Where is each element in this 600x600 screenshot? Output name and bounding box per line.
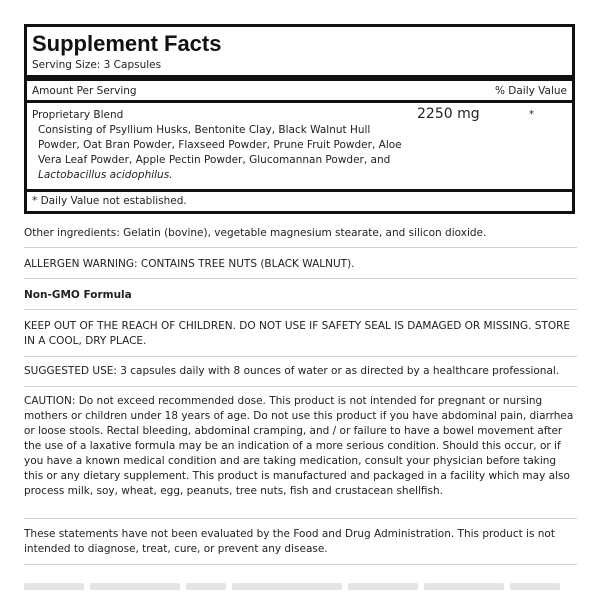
divider: [24, 386, 577, 387]
divider: [24, 564, 577, 565]
amount-header-row: [27, 81, 572, 103]
daily-value-header: % Daily Value: [494, 85, 567, 97]
blend-description: [32, 123, 408, 183]
cut-off-text-line: [24, 576, 577, 590]
amount-per-serving-label: Amount Per Serving: [32, 85, 137, 97]
blend-probiotic: Lactobacillus acidophilus.: [38, 169, 173, 181]
blend-amount: 2250 mg: [417, 106, 480, 122]
divider: [24, 247, 577, 248]
blend-and: and: [370, 154, 391, 166]
facts-title: Supplement Facts: [32, 31, 222, 56]
blend-daily-value: *: [529, 109, 534, 120]
supplement-facts-panel: [24, 24, 575, 214]
divider: [24, 278, 577, 279]
divider: [24, 518, 577, 519]
divider: [24, 309, 577, 310]
proprietary-blend-row: [27, 103, 572, 192]
divider: [24, 356, 577, 357]
serving-size: Serving Size: 3 Capsules: [27, 57, 572, 81]
storage-warning: KEEP OUT OF THE REACH OF CHILDREN. DO NOT USE IF SAFETY SEAL IS DAMAGED OR MISSING. STORE IN A COOL, DRY PLACE.: [24, 320, 571, 347]
allergen-warning: ALLERGEN WARNING: CONTAINS TREE NUTS (BLACK WALNUT).: [24, 258, 355, 270]
other-ingredients: Other ingredients: Gelatin (bovine), vegetable magnesium stearate, and silicon dioxide.: [24, 227, 487, 239]
caution-text: CAUTION: Do not exceed recommended dose. This product is not intended for pregnant or nursing mothers or children under 18 years of age. Do not use this product if you have abdominal pain, diarrhea or loose stools. Rectal bleeding, abdominal cramping, and / or failure to have a bowel movement after the use of a laxative formula may be an indication of a more serious condition. Should this occur, or if you have a known medical condition and are taking medication, consult your physician before taking this or any dietary supplement. This product is manufactured and packaged in a facility which may also process milk, soy, wheat, egg, peanuts, tree nuts, fish and crustacean shellfish.: [24, 395, 574, 497]
daily-value-footnote: * Daily Value not established.: [32, 195, 187, 207]
blend-name: Proprietary Blend: [32, 109, 124, 121]
suggested-use: SUGGESTED USE: 3 capsules daily with 8 ounces of water or as directed by a healthcare professional.: [24, 365, 560, 377]
fda-disclaimer: These statements have not been evaluated by the Food and Drug Administration. This product is not intended to diagnose, treat, cure, or prevent any disease.: [24, 528, 555, 555]
non-gmo-label: Non-GMO Formula: [24, 289, 132, 301]
blend-ingredients: Consisting of Psyllium Husks, Bentonite Clay, Black Walnut Hull Powder, Oat Bran Powder, Flaxseed Powder, Prune Fruit Powder, Aloe Vera Leaf Powder, Apple Pectin Powder, Glucomannan Powder,: [38, 124, 402, 166]
